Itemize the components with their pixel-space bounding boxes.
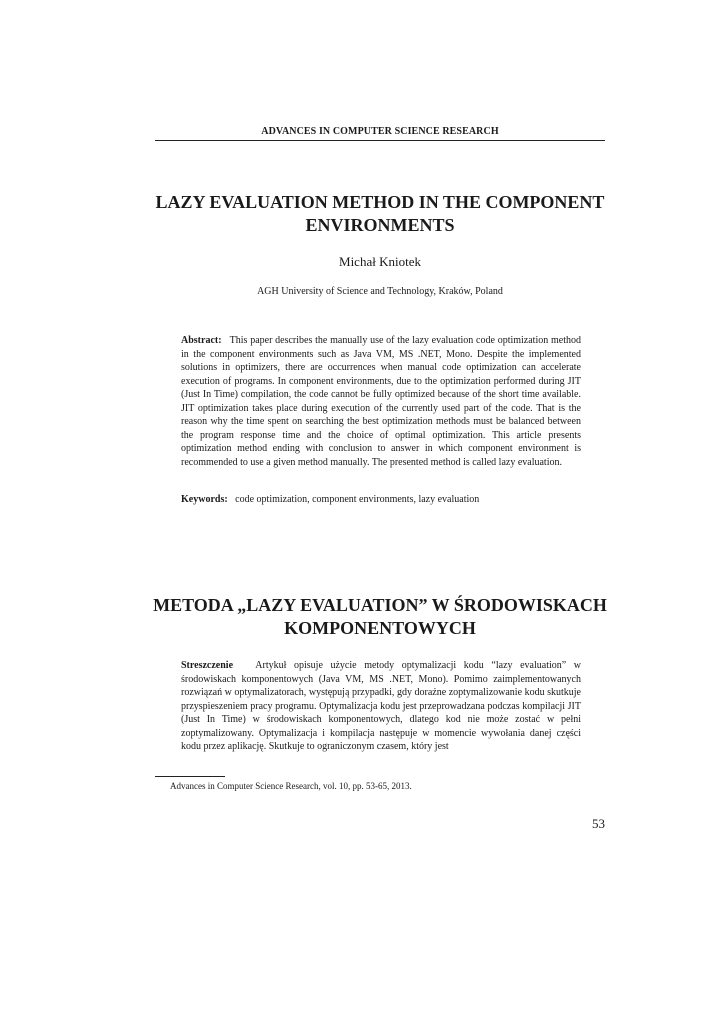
- footnote-rule: [155, 776, 225, 777]
- abstract-text: This paper describes the manually use of the lazy evaluation code optimization method in the component environments such as Java VM, MS .NET, Mono. Despite the implemented solutions in optimizers, there are occurrences when manual code optimization can accelerate execution of programs. In component environments, due to the optimization performed during JIT (Just In Time) compilation, the code cannot be fully optimized because of the short time available. JIT optimization takes place during execution of the currently used part of the code. That is the reason why the time spent on searching the best optimization methods must be balanced between the program response time and the choice of optimal optimization. This article presents optimization method ending with conclusion to answer in which component environment is recommended to use a given method manually. The presented method is called lazy evaluation.: [181, 335, 581, 468]
- footnote-citation: Advances in Computer Science Research, vol. 10, pp. 53-65, 2013.: [170, 781, 412, 791]
- title-line-2: ENVIRONMENTS: [305, 215, 455, 235]
- keywords-line: [181, 493, 581, 507]
- header-rule: [155, 140, 605, 141]
- keywords-label: Keywords:: [181, 494, 228, 505]
- keywords-text: code optimization, component environments, lazy evaluation: [235, 494, 480, 505]
- abstract-label: Abstract:: [181, 335, 222, 346]
- title-pl-line-2: KOMPONENTOWYCH: [284, 618, 476, 638]
- paper-title-english: [130, 191, 630, 237]
- streszczenie-paragraph: [181, 659, 581, 754]
- streszczenie-label: Streszczenie: [181, 660, 234, 671]
- author-name: Michał Kniotek: [339, 254, 421, 269]
- paper-title-polish: [130, 594, 630, 640]
- abstract-paragraph: [181, 334, 581, 469]
- streszczenie-text: Artykuł opisuje użycie metody optymalizacji kodu “lazy evaluation” w środowiskach komponentowych (Java VM, MS .NET, Mono). Pomimo zaimplementowanych rozwiązań w optymalizatorach, występują przypadki, gdy doraźne zoptymalizowanie kodu skutkuje przyspieszeniem pracy programu. Optymalizacja kodu jest przeprowadzana podczas kompilacji JIT (Just In Time) w środowiskach komponentowych, dlatego kod nie może zostać w pełni zoptymalizowany. Optymalizacja i kompilacja następuje w momencie wywołania danej części kodu przez aplikację. Skutkuje to ograniczonym czasem, który jest: [181, 660, 582, 752]
- author-affiliation: AGH University of Science and Technology, Kraków, Poland: [257, 286, 503, 297]
- title-line-1: LAZY EVALUATION METHOD IN THE COMPONENT: [155, 192, 605, 212]
- title-pl-line-1: METODA „LAZY EVALUATION” W ŚRODOWISKACH: [153, 595, 607, 615]
- page-number: 53: [592, 816, 605, 831]
- running-head: ADVANCES IN COMPUTER SCIENCE RESEARCH: [261, 126, 499, 137]
